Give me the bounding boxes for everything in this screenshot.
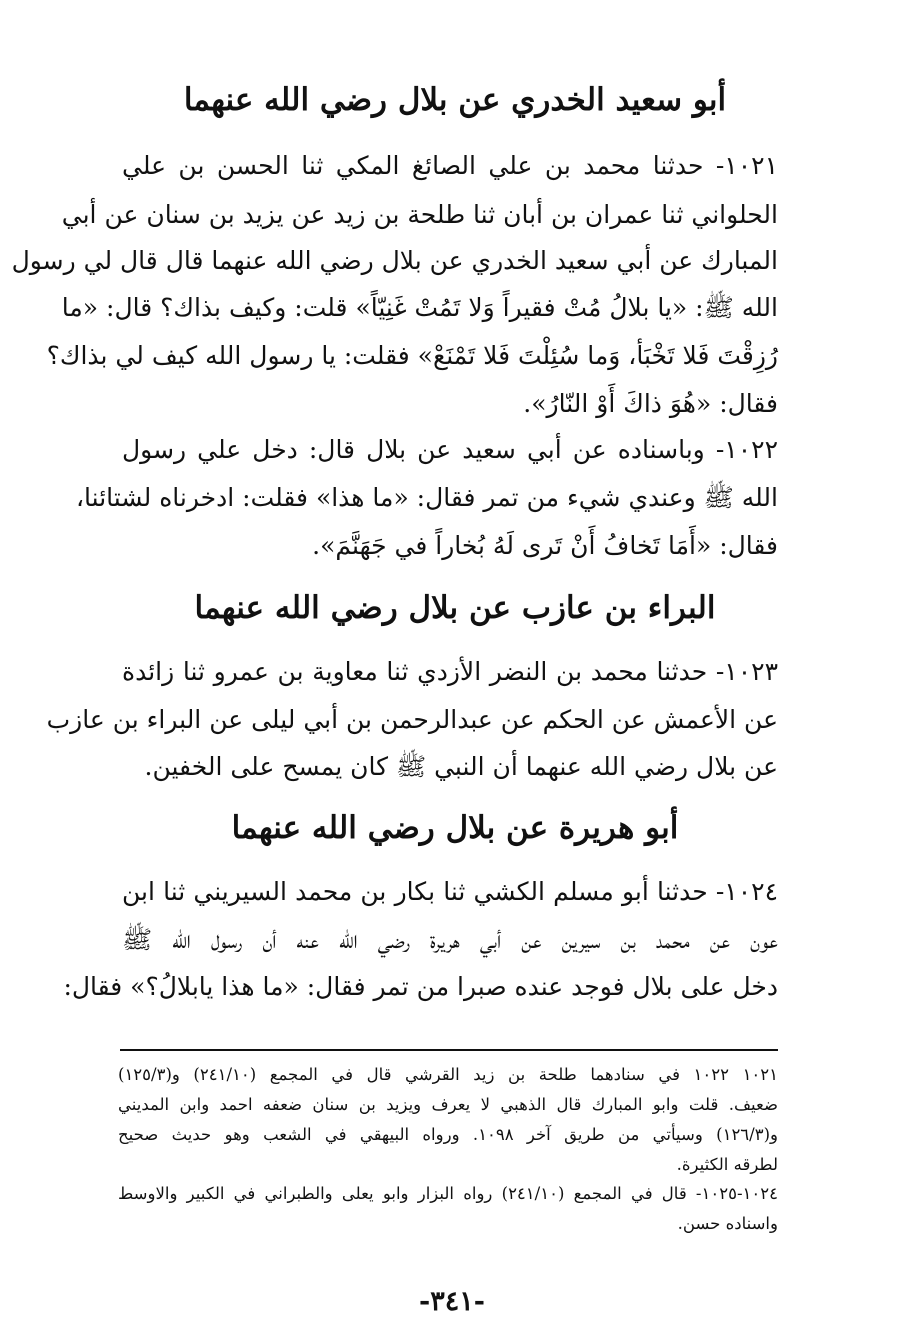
hadith-1021-line-1: ١٠٢١- حدثنا محمد بن علي الصائغ المكي ثنا الحسن بن علي xyxy=(122,151,778,180)
hadith-1021-line-3: المبارك عن أبي سعيد الخدري عن بلال رضي الله عنهما قال قال لي رسول xyxy=(11,246,778,275)
section-heading-bara: البراء بن عازب عن بلال رضي الله عنهما xyxy=(194,590,716,626)
footnote-line-6: واسناده حسن. xyxy=(677,1214,778,1233)
footnote-line-2: ضعيف. قلت وابو المبارك قال الذهبي لا يعرف ويزيد بن سنان ضعفه احمد وابن المديني xyxy=(118,1095,778,1114)
hadith-1021-line-6: فقال: «هُوَ ذاكَ أَوْ النّارُ». xyxy=(523,389,778,418)
hadith-1022-line-3: فقال: «أَمَا تَخافُ أَنْ تَرى لَهُ بُخاراً في جَهَنَّمَ». xyxy=(312,531,778,560)
hadith-1023-line-1: ١٠٢٣- حدثنا محمد بن النضر الأزدي ثنا معاوية بن عمرو ثنا زائدة xyxy=(122,657,778,686)
footnote-line-5: ١٠٢٤-١٠٢٥- قال في المجمع (٢٤١/١٠) رواه البزار وابو يعلى والطبراني في الكبير والاوسط xyxy=(118,1184,778,1203)
hadith-1024-line-2: عون عن محمد بن سيرين عن أبي هريرة رضي الله عنه أن رسول الله ﷺ xyxy=(122,925,778,954)
hadith-1023-line-3: عن بلال رضي الله عنهما أن النبي ﷺ كان يمسح على الخفين. xyxy=(144,752,778,781)
hadith-1023-line-2: عن الأعمش عن الحكم عن عبدالرحمن بن أبي ليلى عن البراء بن عازب xyxy=(46,705,778,734)
hadith-1022-line-1: ١٠٢٢- وباسناده عن أبي سعيد عن بلال قال: دخل علي رسول xyxy=(122,435,778,464)
hadith-1024-line-3: دخل على بلال فوجد عنده صبرا من تمر فقال: «ما هذا يابلالُ؟» فقال: xyxy=(63,972,778,1001)
footnote-divider xyxy=(120,1049,778,1051)
footnote-line-1: ١٠٢١ ١٠٢٢ في سنادهما طلحة بن زيد القرشي قال في المجمع (٢٤١/١٠) و(١٢٥/٣) xyxy=(118,1065,779,1084)
hadith-1021-line-5: رُزِقْتَ فَلا تَخْبَأ، وَما سُئِلْتَ فَلا تَمْنَعْ» فقلت: يا رسول الله كيف لي بذاك؟ xyxy=(46,341,778,370)
section-heading-abu-hurayra: أبو هريرة عن بلال رضي الله عنهما xyxy=(231,810,679,846)
hadith-1021-line-2: الحلواني ثنا عمران بن أبان ثنا طلحة بن زيد عن يزيد بن سنان عن أبي xyxy=(61,200,778,229)
section-heading-abu-said: أبو سعيد الخدري عن بلال رضي الله عنهما xyxy=(183,82,727,118)
page-number: -٣٤١- xyxy=(419,1286,485,1317)
hadith-1022-line-2: الله ﷺ وعندي شيء من تمر فقال: «ما هذا» فقلت: ادخرناه لشتائنا، xyxy=(75,483,778,512)
footnote-line-3: و(١٢٦/٣) وسيأتي من طريق آخر ١٠٩٨. ورواه البيهقي في الشعب وهو حديث صحيح xyxy=(118,1125,778,1144)
hadith-1021-line-4: الله ﷺ: «يا بلالُ مُتْ فقيراً وَلا تَمُتْ غَنِيّاً» قلت: وكيف بذاك؟ قال: «ما xyxy=(61,293,778,322)
hadith-1024-line-1: ١٠٢٤- حدثنا أبو مسلم الكشي ثنا بكار بن محمد السيريني ثنا ابن xyxy=(122,877,778,906)
footnote-line-4: لطرقه الكثيرة. xyxy=(676,1155,778,1174)
